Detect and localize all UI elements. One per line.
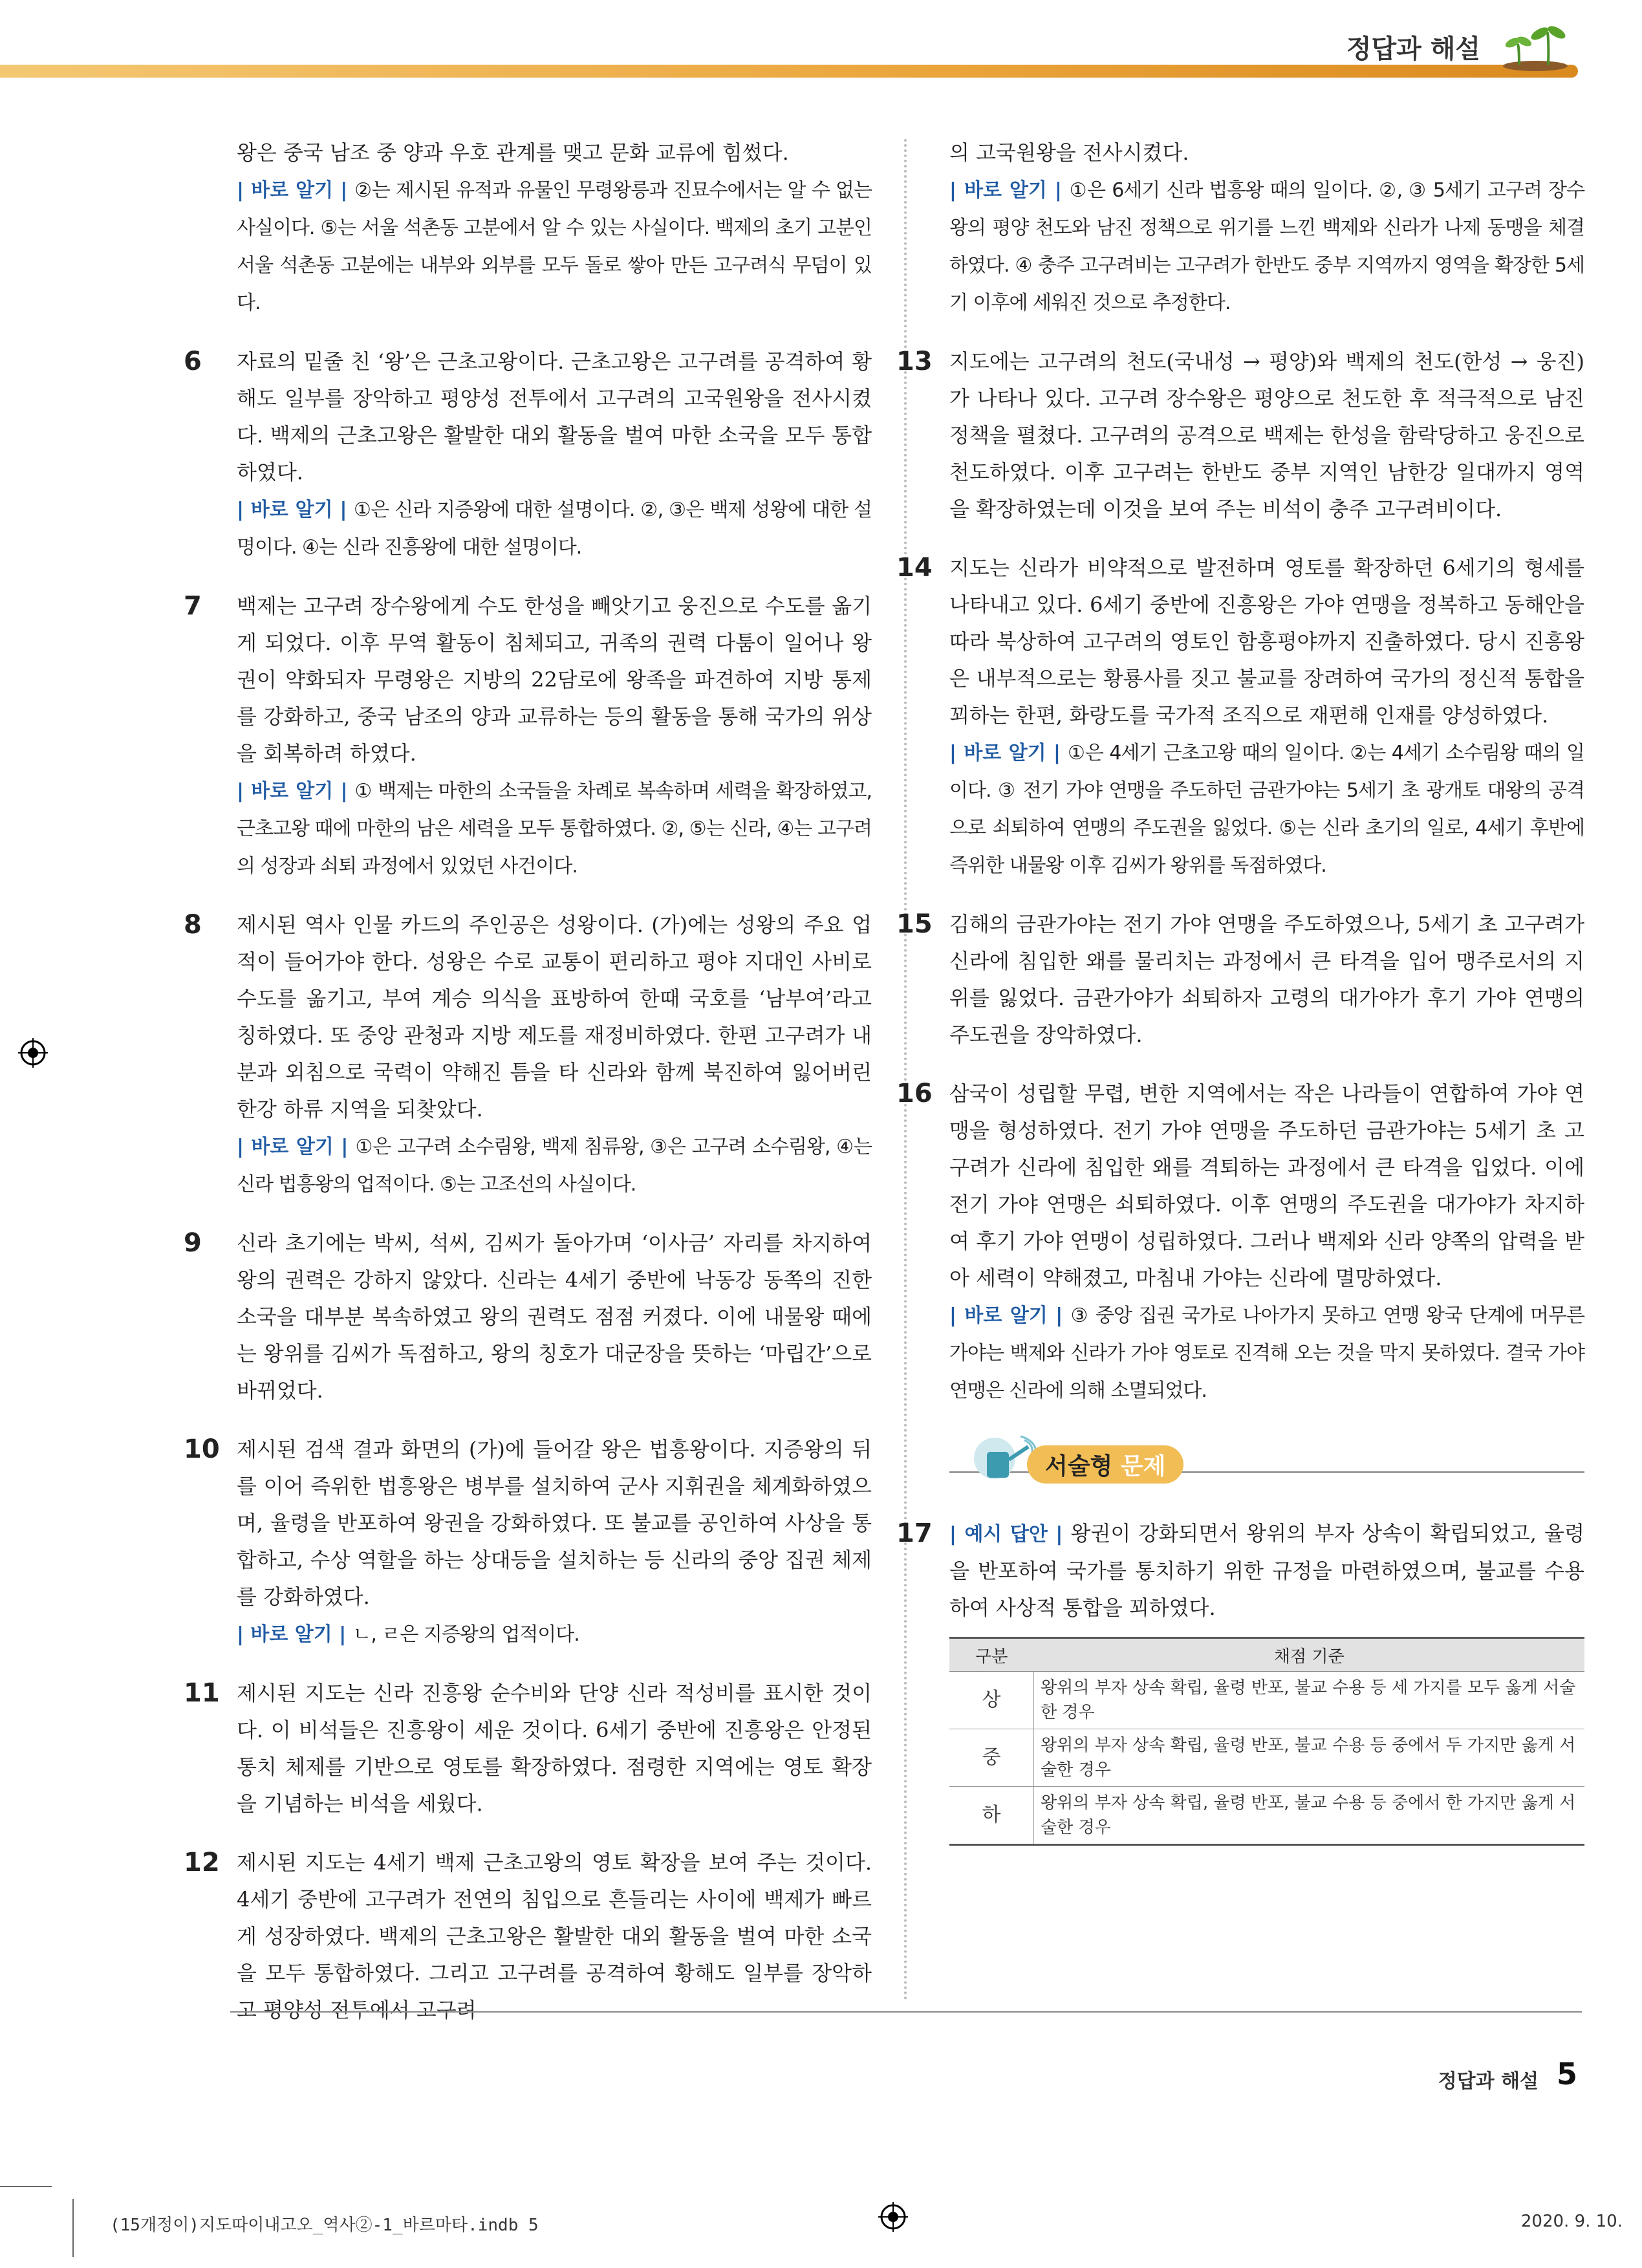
header-accent-bar	[0, 65, 1578, 78]
answer-item-12-cont	[949, 135, 1584, 321]
table-row	[949, 1729, 1584, 1787]
answer-item-9	[184, 1225, 872, 1409]
check-tag: | 바로 알기 |	[949, 742, 1061, 764]
answer-item-17	[896, 1515, 1584, 1626]
check-note: ③ 중앙 집권 국가로 나아가지 못하고 연맹 왕국 단계에 머무른 가야는 백제와 신라가 가야 영토로 진격해 오는 것을 막지 못하였다. 결국 가야 연맹은 신라에 의해 소멸되었다.	[949, 1304, 1584, 1402]
check-note: ①은 4세기 근초고왕 때의 일이다. ②는 4세기 소수림왕 때의 일이다. ③ 전기 가야 연맹을 주도하던 금관가야는 5세기 초 광개토 대왕의 공격으로 쇠퇴하여 연맹의 주도권을 잃었다. ⑤는 신라 초기의 일로, 4세기 후반에 즉위한 내물왕 이후 김씨가 왕위를 독점하였다.	[949, 742, 1584, 877]
answer-text: 제시된 지도는 4세기 백제 근초고왕의 영토 확장을 보여 주는 것이다. 4세기 중반에 고구려가 전연의 침입으로 흔들리는 사이에 백제가 빠르게 성장하였다. 백제의 근초고왕은 활발한 대외 활동을 벌여 마한 소국을 모두 통합하였다. 그리고 고구려를 공격하여 황해도 일부를 장악하고 평양성 전투에서 고구려	[237, 1850, 872, 2022]
answer-item-11	[184, 1675, 872, 1822]
check-note: ①은 신라 지증왕에 대한 설명이다. ②, ③은 백제 성왕에 대한 설명이다. ④는 신라 진흥왕에 대한 설명이다.	[237, 499, 872, 559]
item-number: 7	[184, 591, 202, 621]
essay-section-heading	[949, 1432, 1584, 1491]
answer-item-15	[896, 906, 1584, 1053]
essay-heading-pill	[1027, 1445, 1183, 1484]
check-tag: | 바로 알기 |	[237, 1136, 349, 1158]
item-number: 10	[184, 1434, 220, 1464]
grading-table	[949, 1637, 1584, 1846]
essay-heading-b: 문제	[1120, 1453, 1166, 1480]
check-note: ㄴ, ㄹ은 지증왕의 업적이다.	[352, 1623, 579, 1646]
item-number: 16	[896, 1079, 933, 1108]
check-tag: | 바로 알기 |	[949, 179, 1062, 202]
check-tag: | 바로 알기 |	[237, 179, 348, 202]
column-divider	[904, 139, 907, 2002]
answer-text: 제시된 지도는 신라 진흥왕 순수비와 단양 신라 적성비를 표시한 것이다. 이 비석들은 진흥왕이 세운 것이다. 6세기 중반에 진흥왕은 안정된 통치 체제를 기반으로 영토를 확장하였다. 점령한 지역에는 영토 확장을 기념하는 비석을 세웠다.	[237, 1681, 872, 1816]
grade-level: 상	[949, 1672, 1034, 1729]
answer-text: 신라 초기에는 박씨, 석씨, 김씨가 돌아가며 ‘이사금’ 자리를 차지하여 왕의 권력은 강하지 않았다. 신라는 4세기 중반에 낙동강 동쪽의 진한 소국을 대부분 복속하였고 왕의 권력도 점점 커졌다. 이에 내물왕 때에는 왕위를 김씨가 독점하고, 왕의 칭호가 대군장을 뜻하는 ‘마립간’으로 바뀌었다.	[237, 1231, 872, 1403]
grade-criterion: 왕위의 부자 상속 확립, 율령 반포, 불교 수용 등 중에서 두 가지만 옳게 서술한 경우	[1034, 1729, 1585, 1787]
page-number: 5	[1556, 2057, 1577, 2091]
check-note: ① 백제는 마한의 소국들을 차례로 복속하며 세력을 확장하였고, 근초고왕 때에 마한의 남은 세력을 모두 통합하였다. ②, ⑤는 신라, ④는 고구려의 성장과 쇠퇴 과정에서 있었던 사건이다.	[237, 780, 872, 878]
left-column	[184, 135, 872, 2051]
item-number: 15	[896, 909, 933, 939]
crop-mark	[0, 2186, 52, 2187]
answer-item-16	[896, 1075, 1584, 1409]
check-tag: | 바로 알기 |	[237, 780, 348, 803]
footer-rule	[230, 2011, 1582, 2013]
item-number: 11	[184, 1678, 220, 1708]
crop-mark	[72, 2199, 74, 2257]
table-header-criterion: 채점 기준	[1034, 1638, 1585, 1672]
answer-text: 백제는 고구려 장수왕에게 수도 한성을 빼앗기고 웅진으로 수도를 옮기게 되었다. 이후 무역 활동이 침체되고, 귀족의 권력 다툼이 일어나 왕권이 약화되자 무령왕은 지방의 22담로에 왕족을 파견하여 지방 통제를 강화하고, 중국 남조의 양과 교류하는 등의 활동을 통해 국가의 위상을 회복하려 하였다.	[237, 594, 872, 766]
answer-item-14	[896, 550, 1584, 884]
table-row	[949, 1672, 1584, 1729]
answer-item-13	[896, 343, 1584, 528]
example-answer-text: 왕권이 강화되면서 왕위의 부자 상속이 확립되었고, 율령을 반포하여 국가를 통치하기 위한 규정을 마련하였으며, 불교를 수용하여 사상적 통합을 꾀하였다.	[949, 1521, 1584, 1620]
check-tag: | 바로 알기 |	[949, 1304, 1063, 1327]
answer-text: 제시된 검색 결과 화면의 (가)에 들어갈 왕은 법흥왕이다. 지증왕의 뒤를 이어 즉위한 법흥왕은 병부를 설치하여 군사 지휘권을 체계화하였으며, 율령을 반포하여 왕권을 강화하였다. 또 불교를 공인하여 사상을 통합하고, 수상 역할을 하는 상대등을 설치하는 등 신라의 중앙 집권 체제를 강화하였다.	[237, 1437, 872, 1609]
grade-criterion: 왕위의 부자 상속 확립, 율령 반포, 불교 수용 등 중에서 한 가지만 옳게 서술한 경우	[1034, 1787, 1585, 1845]
grade-level: 중	[949, 1729, 1034, 1787]
answer-item-6	[184, 343, 872, 566]
check-tag: | 바로 알기 |	[237, 1623, 347, 1646]
check-note: ②는 제시된 유적과 유물인 무령왕릉과 진묘수에서는 알 수 없는 사실이다. ⑤는 서울 석촌동 고분에서 알 수 있는 사실이다. 백제의 초기 고분인 서울 석촌동 고분에는 내부와 외부를 모두 돌로 쌓아 만든 고구려식 무덤이 있다.	[237, 179, 872, 314]
check-note: ①은 고구려 소수림왕, 백제 침류왕, ③은 고구려 소수림왕, ④는 신라 법흥왕의 업적이다. ⑤는 고조선의 사실이다.	[237, 1136, 872, 1196]
answer-text: 지도는 신라가 비약적으로 발전하며 영토를 확장하던 6세기의 형세를 나타내고 있다. 6세기 중반에 진흥왕은 가야 연맹을 정복하고 동해안을 따라 북상하여 고구려의 영토인 함흥평야까지 진출하였다. 당시 진흥왕은 내부적으로는 황룡사를 짓고 불교를 장려하여 국가의 정신적 통합을 꾀하는 한편, 화랑도를 국가적 조직으로 재편해 인재를 양성하였다.	[949, 556, 1584, 728]
answer-text: 제시된 역사 인물 카드의 주인공은 성왕이다. (가)에는 성왕의 주요 업적이 들어가야 한다. 성왕은 수로 교통이 편리하고 평야 지대인 사비로 수도를 옮기고, 부여 계승 의식을 표방하여 한때 국호를 ‘남부여’라고 칭하였다. 또 중앙 관청과 지방 제도를 재정비하였다. 한편 고구려가 내분과 외침으로 국력이 약해진 틈을 타 신라와 함께 북진하여 잃어버린 한강 하류 지역을 되찾았다.	[237, 913, 872, 1121]
item-number: 8	[184, 910, 202, 940]
answer-item-5-cont	[237, 135, 872, 321]
print-date: 2020. 9. 10.	[1520, 2212, 1623, 2231]
header-title: 정답과 해설	[1346, 34, 1480, 64]
item-number: 12	[184, 1848, 220, 1877]
print-file-info: (15개정이)지도따이내고오_역사②-1_바르마타.indb 5	[110, 2216, 539, 2235]
table-header-level: 구분	[949, 1638, 1034, 1672]
item-number: 6	[184, 347, 202, 376]
item-number: 17	[896, 1518, 933, 1548]
answer-item-7	[184, 588, 872, 885]
answer-text: 김해의 금관가야는 전기 가야 연맹을 주도하였으나, 5세기 초 고구려가 신라에 침입한 왜를 물리치는 과정에서 큰 타격을 입어 맹주로서의 지위를 잃었다. 금관가야가 쇠퇴하자 고령의 대가야가 후기 가야 연맹의 주도권을 장악하였다.	[949, 912, 1584, 1047]
right-column	[896, 135, 1584, 1846]
answer-item-8	[184, 907, 872, 1203]
registration-mark-icon	[18, 1038, 48, 1068]
grade-criterion: 왕위의 부자 상속 확립, 율령 반포, 불교 수용 등 세 가지를 모두 옳게 서술한 경우	[1034, 1672, 1585, 1729]
check-note: ①은 6세기 신라 법흥왕 때의 일이다. ②, ③ 5세기 고구려 장수왕의 평양 천도와 남진 정책으로 위기를 느낀 백제와 신라가 나제 동맹을 체결하였다. ④ 충주 고구려비는 고구려가 한반도 중부 지역까지 영역을 확장한 5세기 이후에 세워진 것으로 추정한다.	[949, 179, 1584, 314]
answer-item-10	[184, 1431, 872, 1653]
answer-text: 자료의 밑줄 친 ‘왕’은 근초고왕이다. 근초고왕은 고구려를 공격하여 황해도 일부를 장악하고 평양성 전투에서 고구려의 고국원왕을 전사시켰다. 백제의 근초고왕은 활발한 대외 활동을 벌여 마한 소국을 모두 통합하였다.	[237, 349, 872, 484]
check-tag: | 바로 알기 |	[237, 499, 347, 521]
item-number: 9	[184, 1228, 202, 1258]
essay-heading-a: 서술형	[1045, 1453, 1113, 1480]
grade-level: 하	[949, 1787, 1034, 1845]
item-number: 14	[896, 553, 933, 583]
answer-item-12	[184, 1844, 872, 2029]
footer-label: 정답과 해설	[1438, 2070, 1539, 2093]
sprout-icon	[1500, 19, 1571, 71]
item-number: 13	[896, 347, 933, 376]
answer-text: 왕은 중국 남조 중 양과 우호 관계를 맺고 문화 교류에 힘썼다.	[237, 140, 789, 165]
answer-text: 삼국이 성립할 무렵, 변한 지역에서는 작은 나라들이 연합하여 가야 연맹을 형성하였다. 전기 가야 연맹을 주도하던 금관가야는 5세기 초 고구려가 신라에 침입한 왜를 격퇴하는 과정에서 큰 타격을 입었다. 이에 전기 가야 연맹은 쇠퇴하였다. 이후 연맹의 주도권을 대가야가 차지하여 후기 가야 연맹이 성립하였다. 그러나 백제와 신라 양쪽의 압력을 받아 세력이 약해졌고, 마침내 가야는 신라에 멸망하였다.	[949, 1081, 1584, 1290]
answer-text: 의 고국원왕을 전사시켰다.	[949, 140, 1189, 165]
answer-text: 지도에는 고구려의 천도(국내성 → 평양)와 백제의 천도(한성 → 웅진)가 나타나 있다. 고구려 장수왕은 평양으로 천도한 후 적극적으로 남진 정책을 펼쳤다. 고구려의 공격으로 백제는 한성을 함락당하고 웅진으로 천도하였다. 이후 고구려는 한반도 중부 지역인 남한강 일대까지 영역을 확장하였는데 이것을 보여 주는 비석이 충주 고구려비이다.	[949, 349, 1584, 521]
registration-mark-icon	[878, 2202, 908, 2232]
table-row	[949, 1787, 1584, 1845]
example-answer-tag: | 예시 답안 |	[949, 1523, 1063, 1546]
